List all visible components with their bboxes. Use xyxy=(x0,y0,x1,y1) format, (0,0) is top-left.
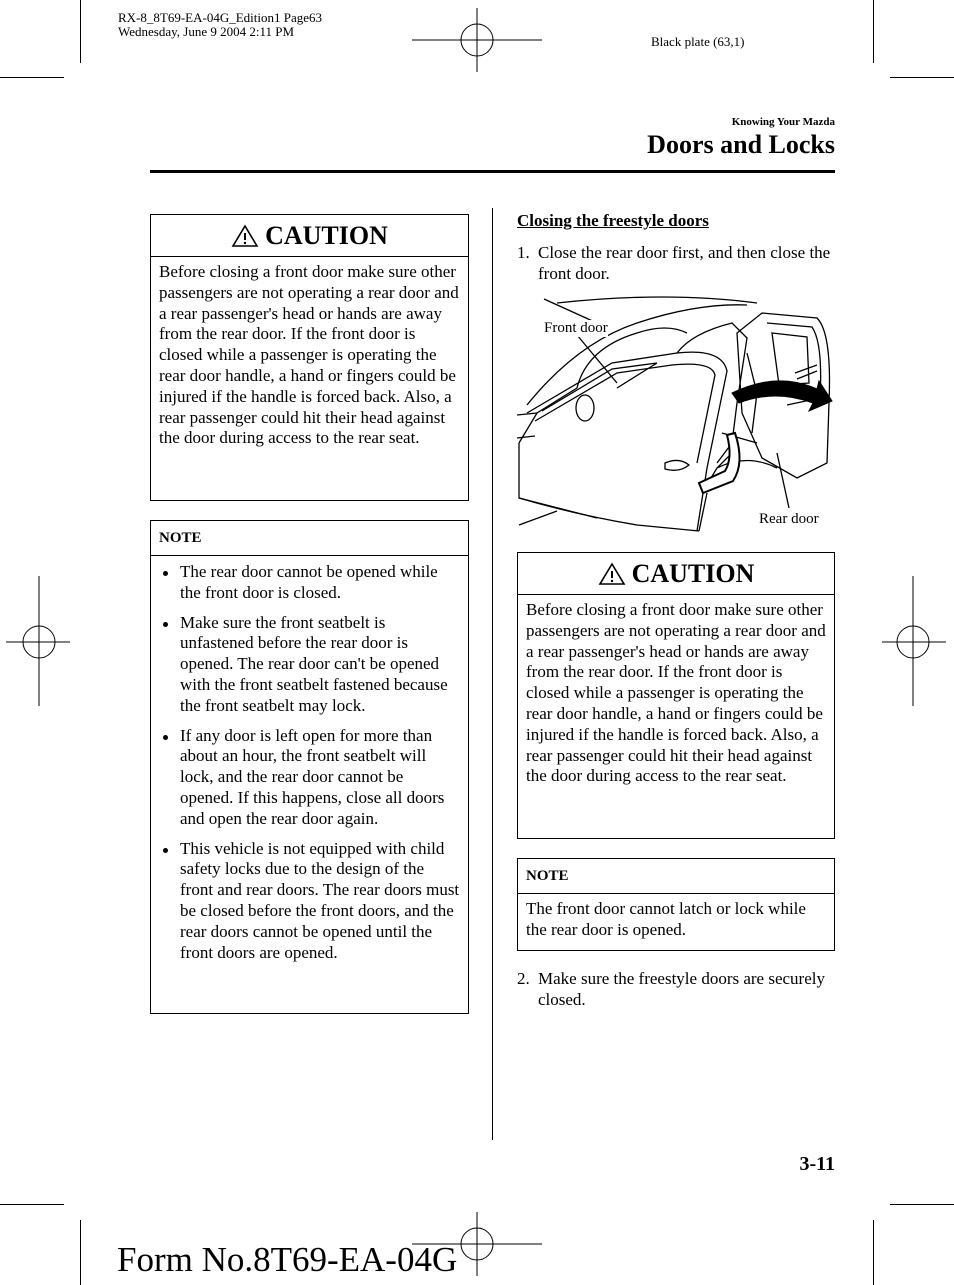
step-number: 1. xyxy=(517,243,530,262)
list-item-text: The rear door cannot be opened while the front door is closed. xyxy=(180,562,438,602)
note-heading: NOTE xyxy=(518,859,834,894)
caution-box-left xyxy=(150,214,469,501)
print-timestamp: Wednesday, June 9 2004 2:11 PM xyxy=(118,24,295,39)
caution-header xyxy=(151,215,468,257)
bullet-icon xyxy=(163,571,168,576)
note-box-right xyxy=(517,858,835,951)
note-box-left xyxy=(150,520,469,1014)
door-illustration xyxy=(517,293,835,533)
front-door-label: Front door xyxy=(544,320,608,336)
step-2 xyxy=(517,969,835,1013)
registration-mark-right xyxy=(882,576,946,706)
section-label: Knowing Your Mazda xyxy=(731,116,835,128)
rear-door-label: Rear door xyxy=(759,511,819,527)
caution-box-right xyxy=(517,552,835,839)
column-divider xyxy=(492,208,493,1140)
page-number: 3-11 xyxy=(799,1153,835,1175)
plate-label: Black plate (63,1) xyxy=(651,34,745,49)
list-item xyxy=(159,726,460,830)
note-list-wrap xyxy=(151,556,468,963)
step-text: Close the rear door first, and then close the front door. xyxy=(538,243,831,283)
print-file-name: RX-8_8T69-EA-04G_Edition1 Page63 xyxy=(118,10,323,25)
bullet-icon xyxy=(163,848,168,853)
registration-mark-left xyxy=(6,576,70,706)
note-list xyxy=(159,562,460,963)
bullet-icon xyxy=(163,622,168,627)
note-text: The front door cannot latch or lock while the rear door is opened. xyxy=(526,899,806,939)
list-item-text: Make sure the front seatbelt is unfastened before the rear door is opened. The rear door can't be opened with the front seatbelt fastened because the front seatbelt may lock. xyxy=(180,612,448,715)
warning-triangle-icon xyxy=(598,562,626,586)
caution-heading: CAUTION xyxy=(631,558,755,588)
list-item xyxy=(159,839,460,964)
step-number: 2. xyxy=(517,969,530,988)
caution-header xyxy=(518,553,834,595)
list-item-text: This vehicle is not equipped with child safety locks due to the design of the front and rear doors. The rear doors must be closed before the front doors, and the rear doors cannot be opened until the front doors are opened. xyxy=(180,838,460,962)
header-rule xyxy=(150,170,835,173)
caution-heading: CAUTION xyxy=(265,220,388,250)
page-title: Doors and Locks xyxy=(647,130,835,159)
form-number: Form No.8T69-EA-04G xyxy=(117,1240,458,1279)
list-item xyxy=(159,562,460,604)
print-info xyxy=(118,11,322,39)
list-item xyxy=(159,613,460,717)
registration-mark-top xyxy=(412,8,542,72)
bullet-icon xyxy=(163,735,168,740)
subheading: Closing the freestyle doors xyxy=(517,211,709,230)
caution-text: Before closing a front door make sure other passengers are not operating a rear door and a rear passenger's head or hands are away from the rear door. If the front door is closed while a passenger is operating the rear door handle, a hand or fingers could be injured if the handle is forced back. Also, a rear passenger could hit their head against the door during access to the rear seat. xyxy=(159,262,459,448)
note-heading: NOTE xyxy=(151,521,468,556)
caution-text: Before closing a front door make sure other passengers are not operating a rear door and a rear passenger's head or hands are away from the rear door. If the front door is closed while a passenger is operating the rear door handle, a hand or fingers could be injured if the handle is forced back. Also, a rear passenger could hit their head against the door during access to the rear seat. xyxy=(526,600,826,786)
step-1 xyxy=(517,243,835,287)
list-item-text: If any door is left open for more than about an hour, the front seatbelt will lock, and the rear door cannot be opened. If this happens, close all doors and open the rear door again. xyxy=(180,725,445,828)
warning-triangle-icon xyxy=(231,224,259,248)
step-text: Make sure the freestyle doors are securely closed. xyxy=(538,969,825,1009)
